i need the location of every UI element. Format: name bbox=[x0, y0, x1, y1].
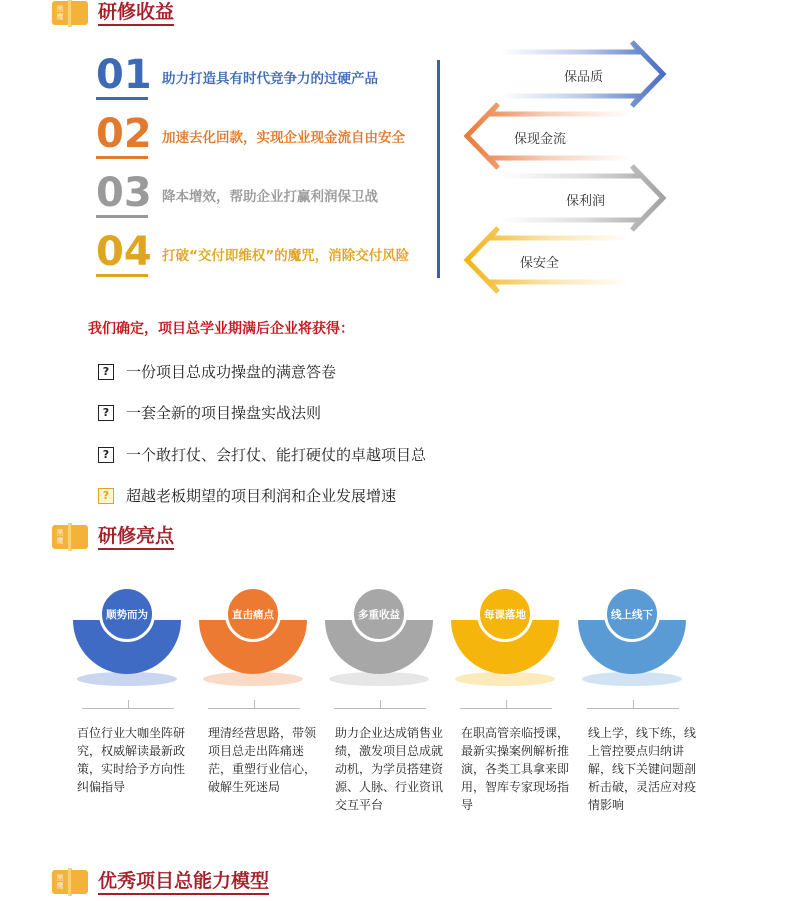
benefit-text: 降本增效，帮助企业打赢利润保卫战 bbox=[162, 189, 378, 205]
benefit-row-3 bbox=[96, 170, 378, 220]
benefit-number: 02 bbox=[96, 111, 152, 157]
divider-tick bbox=[380, 700, 381, 708]
benefit-number: 01 bbox=[96, 52, 152, 98]
divider-line bbox=[208, 708, 300, 709]
gain-item bbox=[98, 361, 336, 382]
divider-line bbox=[334, 708, 426, 709]
highlight-description: 在职高管亲临授课，最新实操案例解析推演，各类工具拿来即用，智库专家现场指导 bbox=[461, 726, 570, 812]
benefit-row-2 bbox=[96, 111, 405, 161]
benefit-text: 加速去化回款，实现企业现金流自由安全 bbox=[162, 130, 405, 146]
section-title: 优秀项目总能力模型 bbox=[98, 870, 269, 895]
section-title: 研修亮点 bbox=[98, 525, 174, 550]
gain-item bbox=[98, 444, 426, 465]
highlight-label: 顺势而为 bbox=[99, 586, 155, 642]
gain-item bbox=[98, 402, 321, 423]
benefit-row-1 bbox=[96, 52, 378, 102]
question-box-icon: ? bbox=[98, 488, 114, 504]
highlight-label: 多重收益 bbox=[351, 586, 407, 642]
divider-line bbox=[460, 708, 552, 709]
arrow-label: 保安全 bbox=[520, 256, 560, 271]
book-icon bbox=[52, 523, 88, 551]
question-box-icon: ? bbox=[98, 364, 114, 380]
highlight-graphic bbox=[451, 586, 563, 686]
question-box-icon: ? bbox=[98, 447, 114, 463]
section-title: 研修收益 bbox=[98, 1, 174, 26]
divider-line bbox=[587, 708, 679, 709]
arrow-label: 保利润 bbox=[566, 194, 606, 209]
gain-text: 一个敢打仗、会打仗、能打硬仗的卓越项目总 bbox=[126, 446, 427, 464]
divider-tick bbox=[128, 700, 129, 708]
benefit-number: 04 bbox=[96, 229, 152, 275]
divider-tick bbox=[506, 700, 507, 708]
gain-text: 一套全新的项目操盘实战法则 bbox=[126, 404, 322, 422]
divider-line bbox=[437, 60, 440, 278]
book-icon-tag: 黑鹰 bbox=[56, 529, 64, 545]
section-header-benefits bbox=[52, 0, 174, 28]
section-header-model bbox=[52, 867, 269, 897]
section-header-highlights bbox=[52, 522, 174, 552]
highlight-label: 直击痛点 bbox=[225, 586, 281, 642]
question-box-icon: ? bbox=[98, 405, 114, 421]
highlight-graphic bbox=[199, 586, 311, 686]
highlight-label: 每课落地 bbox=[477, 586, 533, 642]
book-icon bbox=[52, 868, 88, 896]
arrow-label: 保现金流 bbox=[514, 132, 567, 147]
divider-tick bbox=[633, 700, 634, 708]
highlight-description: 百位行业大咖坐阵研究，权威解读最新政策，实时给予方向性纠偏指导 bbox=[77, 726, 186, 794]
benefit-row-4 bbox=[96, 229, 409, 279]
highlight-graphic bbox=[578, 586, 690, 686]
highlight-label: 线上线下 bbox=[604, 586, 660, 642]
gain-text: 一份项目总成功操盘的满意答卷 bbox=[126, 363, 337, 381]
benefit-number: 03 bbox=[96, 170, 152, 216]
book-icon bbox=[52, 0, 88, 27]
gain-text: 超越老板期望的项目利润和企业发展增速 bbox=[126, 487, 397, 505]
book-icon-tag: 黑鹰 bbox=[56, 874, 64, 890]
highlight-graphic bbox=[325, 586, 437, 686]
arrow-label: 保品质 bbox=[564, 70, 604, 85]
highlight-graphic bbox=[73, 586, 185, 686]
benefit-text: 打破“交付即维权”的魔咒，消除交付风险 bbox=[162, 248, 410, 264]
highlight-description: 线上学，线下练，线上管控要点归纳讲解，线下关键问题剖析击破，灵活应对疫情影响 bbox=[588, 726, 697, 812]
highlight-description: 助力企业达成销售业绩，激发项目总成就动机，为学员搭建资源、人脉、行业资讯交互平台 bbox=[335, 726, 444, 812]
divider-tick bbox=[254, 700, 255, 708]
highlight-description: 理清经营思路，带领项目总走出阵痛迷茫，重塑行业信心，破解生死迷局 bbox=[208, 726, 317, 794]
divider-line bbox=[82, 708, 174, 709]
book-icon-tag: 黑鹰 bbox=[56, 5, 64, 21]
benefit-text: 助力打造具有时代竞争力的过硬产品 bbox=[162, 71, 378, 87]
promise-heading: 我们确定，项目总学业期满后企业将获得： bbox=[88, 321, 354, 337]
gain-item bbox=[98, 485, 396, 506]
